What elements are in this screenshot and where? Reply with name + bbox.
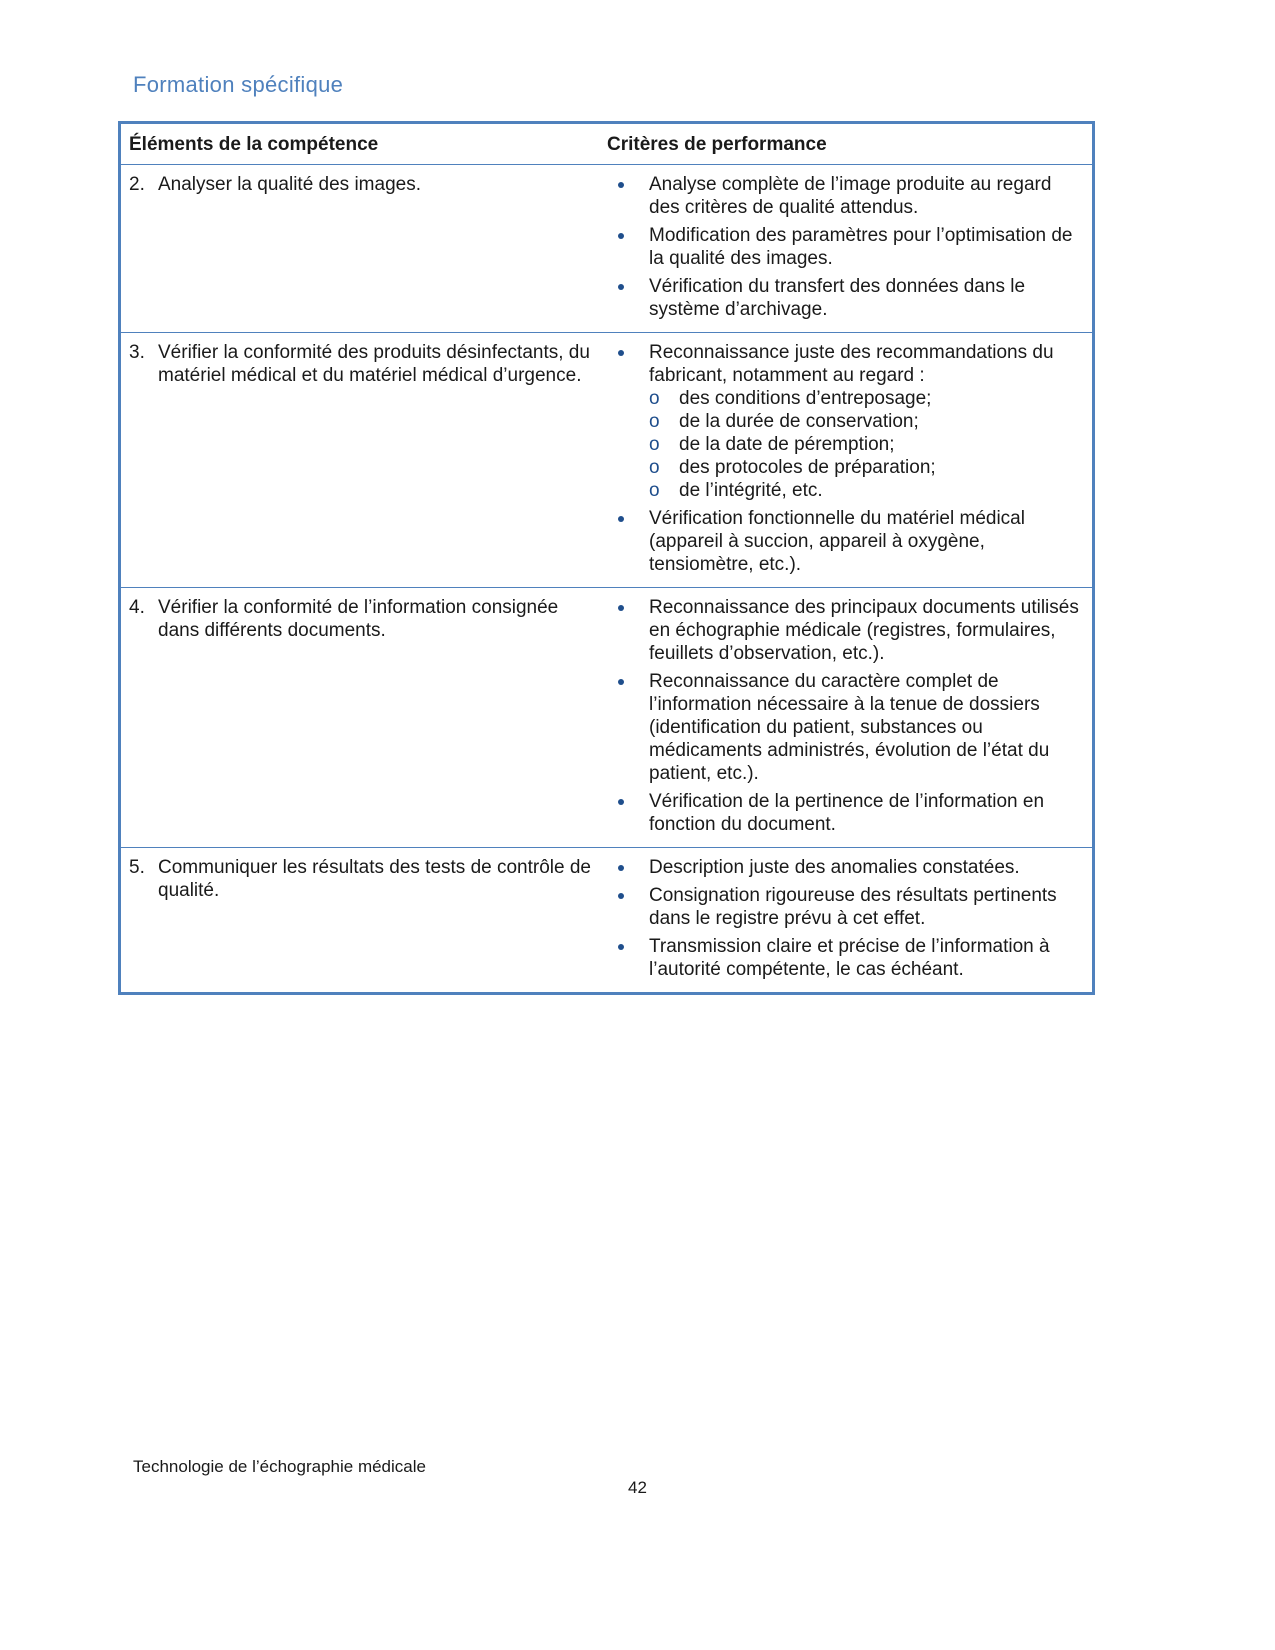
criterion-item [607,670,1084,785]
criterion-item [607,173,1084,219]
sub-criterion-item [649,433,1084,456]
criterion-text: Description juste des anomalies constatées. [649,857,1020,878]
section-title: Formation spécifique [133,72,344,97]
circle-bullet-icon: o [649,480,660,501]
header-elements: Éléments de la compétence [120,123,600,165]
table-header-row [120,123,1094,165]
element-number: 5. [129,857,145,878]
table-row [120,588,1094,848]
element-cell [120,165,600,333]
criterion-item [607,790,1084,836]
criterion-text: Transmission claire et précise de l’information à l’autorité compétente, le cas échéant. [649,936,1050,980]
header-criteria: Critères de performance [599,123,1094,165]
element-cell [120,848,600,994]
criterion-text: Reconnaissance du caractère complet de l’information nécessaire à la tenue de dossiers (identification du patient, substances ou médicaments administrés, évolution de l’état du patient, etc.). [649,671,1050,784]
criterion-item [607,935,1084,981]
circle-bullet-icon: o [649,457,660,478]
criteria-cell [599,333,1094,588]
element-number: 2. [129,174,145,195]
element-cell [120,333,600,588]
circle-bullet-icon: o [649,388,660,409]
element-text: Communiquer les résultats des tests de contrôle de qualité. [158,857,591,901]
element-cell [120,588,600,848]
element-text: Vérifier la conformité des produits désinfectants, du matériel médical et du matériel médical d’urgence. [158,342,590,386]
table-row [120,333,1094,588]
element-number: 4. [129,597,145,618]
criterion-text: Modification des paramètres pour l’optimisation de la qualité des images. [649,225,1073,269]
circle-bullet-icon: o [649,411,660,432]
sub-criterion-item [649,387,1084,410]
criterion-item [607,507,1084,576]
criterion-text: Vérification du transfert des données dans le système d’archivage. [649,276,1026,320]
criterion-item [607,275,1084,321]
criterion-item [607,856,1084,879]
sub-criterion-text: de la durée de conservation; [679,411,919,432]
criteria-cell [599,848,1094,994]
element-number: 3. [129,342,145,363]
criterion-text: Vérification de la pertinence de l’information en fonction du document. [649,791,1045,835]
criterion-item [607,884,1084,930]
element-text: Analyser la qualité des images. [158,174,421,195]
criterion-text: Reconnaissance juste des recommandations du fabricant, notamment au regard : [649,342,1054,386]
sub-criterion-item [649,456,1084,479]
criterion-item [607,224,1084,270]
circle-bullet-icon: o [649,434,660,455]
table-row [120,165,1094,333]
criterion-item [607,341,1084,502]
criterion-item [607,596,1084,665]
page-number: 42 [628,1478,647,1497]
criteria-cell [599,165,1094,333]
criterion-text: Analyse complète de l’image produite au regard des critères de qualité attendus. [649,174,1052,218]
sub-criterion-text: de la date de péremption; [679,434,895,455]
criterion-text: Consignation rigoureuse des résultats pertinents dans le registre prévu à cet effet. [649,885,1057,929]
sub-criterion-item [649,479,1084,502]
sub-criterion-text: de l’intégrité, etc. [679,480,823,501]
sub-criterion-text: des protocoles de préparation; [679,457,936,478]
sub-criterion-item [649,410,1084,433]
criterion-text: Reconnaissance des principaux documents utilisés en échographie médicale (registres, formulaires, feuillets d’observation, etc.). [649,597,1079,664]
sub-criterion-text: des conditions d’entreposage; [679,388,932,409]
criteria-cell [599,588,1094,848]
element-text: Vérifier la conformité de l’information consignée dans différents documents. [158,597,559,641]
competence-table [118,121,1095,995]
criterion-text: Vérification fonctionnelle du matériel médical (appareil à succion, appareil à oxygène, tensiomètre, etc.). [649,508,1025,575]
footer-document-title: Technologie de l’échographie médicale [133,1457,426,1476]
table-row [120,848,1094,994]
